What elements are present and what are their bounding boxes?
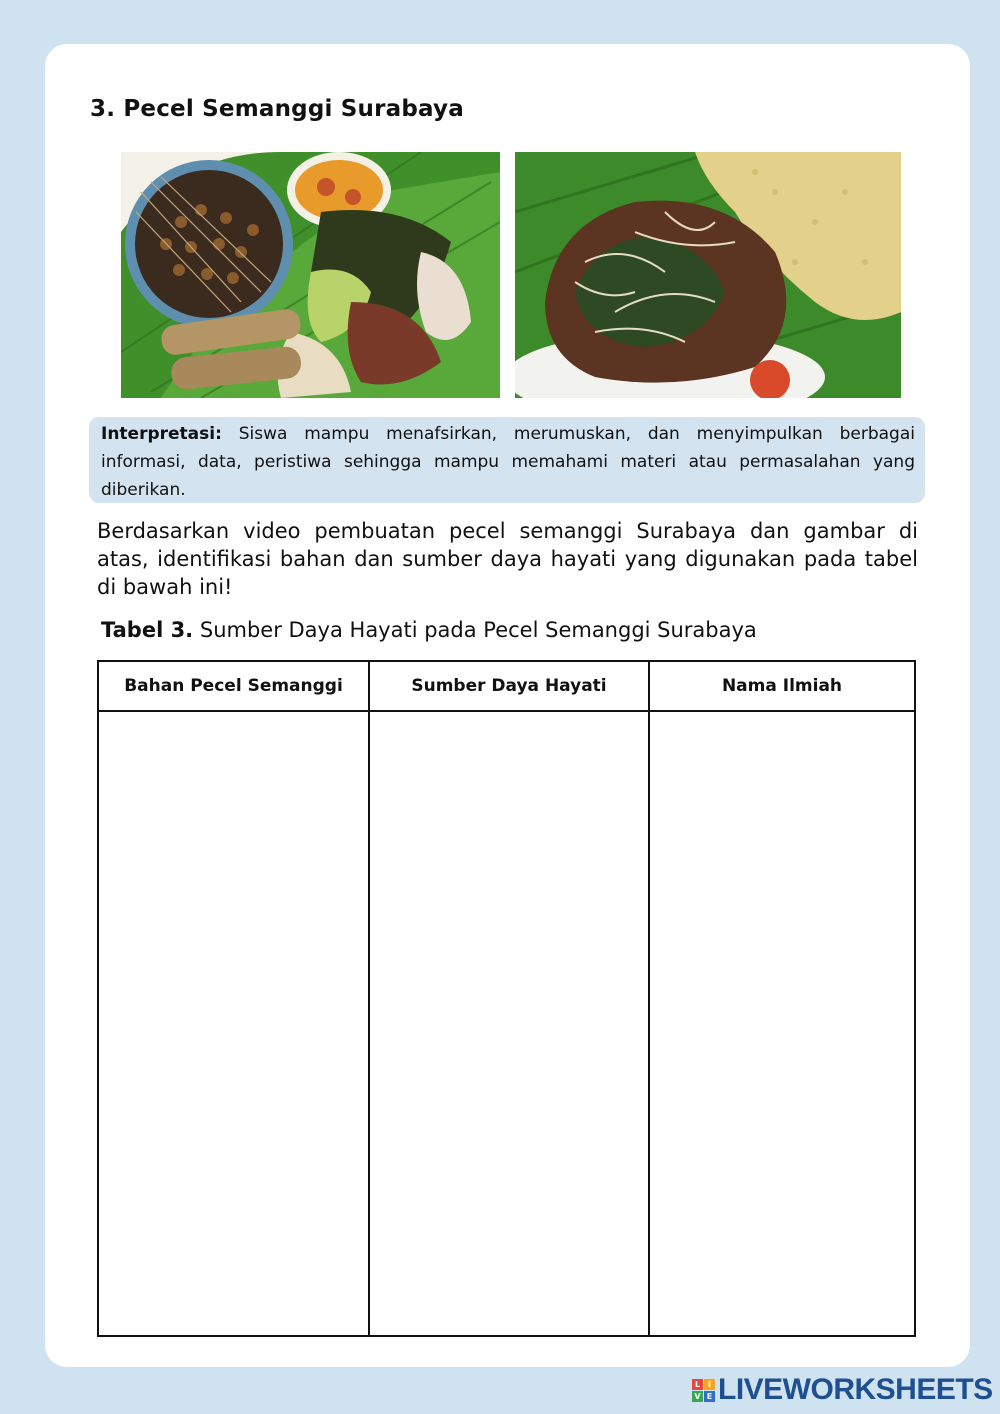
header-sumber-daya-hayati: Sumber Daya Hayati <box>369 661 649 711</box>
answer-table <box>97 660 916 1337</box>
table-caption <box>101 616 757 644</box>
table-caption-text: Sumber Daya Hayati pada Pecel Semanggi Surabaya <box>199 618 757 642</box>
logo-letter-l: L <box>692 1379 703 1390</box>
worksheet-card <box>45 44 970 1367</box>
dish-illustration <box>515 152 901 398</box>
logo-letter-e: E <box>704 1391 715 1402</box>
logo-letter-v: V <box>692 1391 703 1402</box>
table-answer-row <box>98 711 915 1336</box>
liveworksheets-logo-icon <box>692 1379 715 1402</box>
answer-cell-bahan[interactable] <box>98 711 369 1336</box>
table-header-row <box>98 661 915 711</box>
interpretation-label: Interpretasi: <box>101 424 222 444</box>
header-nama-ilmiah: Nama Ilmiah <box>649 661 915 711</box>
liveworksheets-wordmark: LIVEWORKSHEETS <box>718 1373 993 1406</box>
instruction-text: Berdasarkan video pembuatan pecel semanggi Surabaya dan gambar di atas, identifikasi bahan dan sumber daya hayati yang digunakan pada tabel di bawah ini! <box>97 519 918 599</box>
dish-photo <box>515 152 901 398</box>
section-title: 3. Pecel Semanggi Surabaya <box>90 96 464 122</box>
answer-cell-nama-ilmiah[interactable] <box>649 711 915 1336</box>
ingredients-illustration <box>121 152 500 398</box>
table-caption-label: Tabel 3. <box>101 618 194 642</box>
header-bahan: Bahan Pecel Semanggi <box>98 661 369 711</box>
ingredients-photo <box>121 152 500 398</box>
interpretation-box <box>89 417 925 503</box>
liveworksheets-brand[interactable] <box>692 1373 993 1407</box>
interpretation-text: Siswa mampu menafsirkan, merumuskan, dan menyimpulkan berbagai informasi, data, peristiwa sehingga mampu memahami materi atau permasalahan yang diberikan. <box>101 424 915 500</box>
logo-letter-i: I <box>704 1379 715 1390</box>
answer-cell-sumber-daya-hayati[interactable] <box>369 711 649 1336</box>
